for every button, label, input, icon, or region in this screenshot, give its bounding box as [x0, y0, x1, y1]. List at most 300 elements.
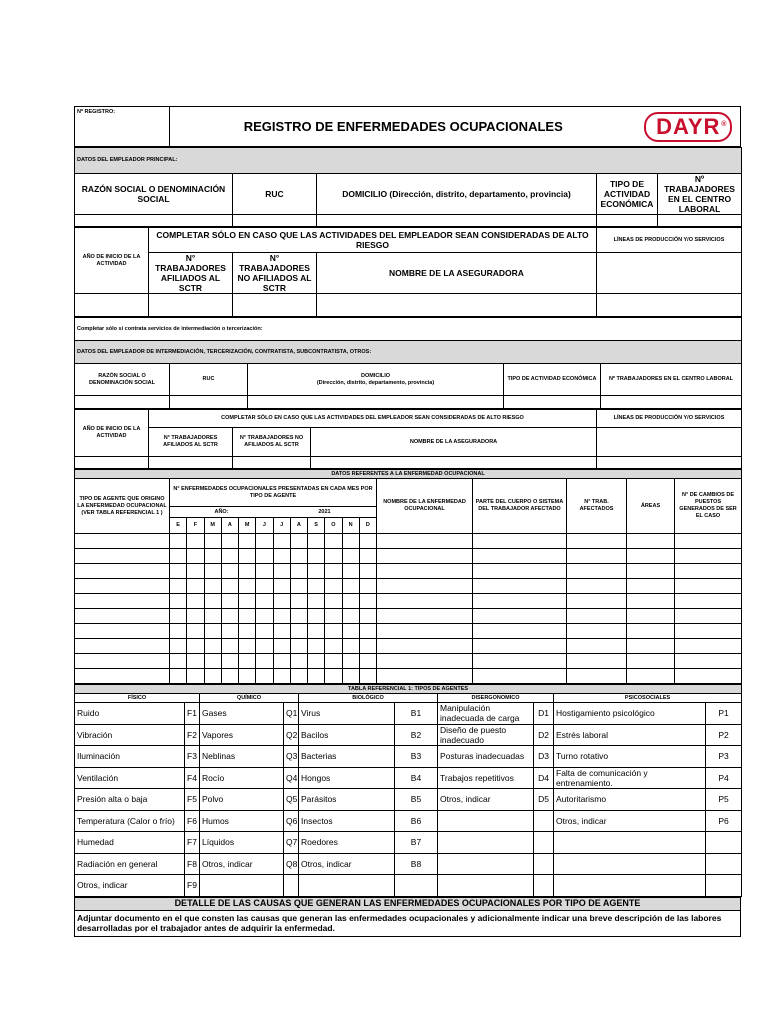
enf-cell[interactable]	[567, 579, 627, 594]
ruc-header: RUC	[233, 174, 317, 215]
enf-cell[interactable]	[221, 564, 238, 579]
enf-cell[interactable]	[567, 534, 627, 549]
enf-cell[interactable]	[359, 639, 376, 654]
ref-code: Q6	[284, 810, 299, 832]
enf-row	[75, 669, 742, 684]
enf-cell[interactable]	[342, 594, 359, 609]
enf-cell[interactable]	[75, 639, 170, 654]
enf-cell[interactable]	[204, 639, 221, 654]
enf-cell[interactable]	[359, 594, 376, 609]
lineas-value-2[interactable]	[597, 294, 742, 317]
ref-header-4: PSICOSOCIALES	[554, 694, 742, 703]
enf-cell[interactable]	[377, 564, 473, 579]
int-razon-social-value[interactable]	[75, 396, 170, 409]
enf-cell[interactable]	[342, 669, 359, 684]
enf-cell[interactable]	[204, 534, 221, 549]
int-trabajadores-value[interactable]	[601, 396, 742, 409]
int-aseguradora-value[interactable]	[311, 457, 597, 469]
ref-code: B4	[395, 767, 438, 789]
ref-agent: Bacilos	[299, 724, 395, 746]
ref-row	[75, 810, 742, 832]
enf-cell[interactable]	[187, 564, 204, 579]
enf-cell[interactable]	[273, 609, 290, 624]
enf-cell[interactable]	[256, 609, 273, 624]
enf-row	[75, 534, 742, 549]
dayr-logo	[637, 107, 741, 147]
enf-cell[interactable]	[675, 639, 742, 654]
ref-agent: Ruido	[75, 703, 185, 725]
enf-cell[interactable]	[256, 549, 273, 564]
enf-cell[interactable]	[567, 609, 627, 624]
ref-code	[706, 832, 742, 854]
enf-cell[interactable]	[627, 594, 675, 609]
enf-cell[interactable]	[273, 624, 290, 639]
int-no-afiliados-header: N° TRABAJADORES NO AFILIADOS AL SCTR	[233, 428, 311, 457]
enf-cell[interactable]	[239, 669, 256, 684]
enf-cell[interactable]	[170, 534, 187, 549]
enf-cell[interactable]	[204, 654, 221, 669]
ref-code: D1	[534, 703, 554, 725]
enf-cell[interactable]	[359, 609, 376, 624]
enf-cell[interactable]	[627, 639, 675, 654]
enf-cell[interactable]	[256, 624, 273, 639]
detalle-table	[74, 897, 741, 937]
enf-cell[interactable]	[204, 564, 221, 579]
trab-afectados-header: N° TRAB. AFECTADOS	[567, 479, 627, 534]
enf-cell[interactable]	[342, 639, 359, 654]
ref-agent: Posturas inadecuadas	[438, 746, 534, 768]
enf-cell[interactable]	[567, 639, 627, 654]
enf-cell[interactable]	[325, 609, 342, 624]
enf-cell[interactable]	[627, 654, 675, 669]
ref-agent: Insectos	[299, 810, 395, 832]
enf-cell[interactable]	[204, 669, 221, 684]
int-domicilio-header	[248, 364, 504, 396]
enf-cell[interactable]	[187, 594, 204, 609]
enf-cell[interactable]	[675, 579, 742, 594]
enf-cell[interactable]	[290, 564, 307, 579]
afiliados-value[interactable]	[149, 294, 233, 317]
enf-cell[interactable]	[308, 654, 325, 669]
enf-cell[interactable]	[256, 669, 273, 684]
enf-cell[interactable]	[473, 624, 567, 639]
enf-cell[interactable]	[325, 549, 342, 564]
month-0: E	[170, 518, 187, 534]
enf-cell[interactable]	[377, 669, 473, 684]
int-completar-header: COMPLETAR SÓLO EN CASO QUE LAS ACTIVIDADES DEL EMPLEADOR SEAN CONSIDERADAS DE ALTO RIESGO	[149, 410, 597, 428]
enf-cell[interactable]	[290, 534, 307, 549]
ref-code: P2	[706, 724, 742, 746]
enf-cell[interactable]	[170, 639, 187, 654]
enf-cell[interactable]	[290, 624, 307, 639]
enf-cell[interactable]	[473, 669, 567, 684]
num-enf-header: N° ENFERMEDADES OCUPACIONALES PRESENTADAS EN CADA MES POR TIPO DE AGENTE	[170, 479, 377, 507]
enf-cell[interactable]	[473, 654, 567, 669]
enf-cell[interactable]	[75, 669, 170, 684]
int-lineas-value[interactable]	[597, 428, 742, 457]
int-ruc-value[interactable]	[170, 396, 248, 409]
enf-cell[interactable]	[325, 669, 342, 684]
enf-cell[interactable]	[256, 654, 273, 669]
enf-cell[interactable]	[377, 624, 473, 639]
enf-cell[interactable]	[473, 534, 567, 549]
enf-cell[interactable]	[75, 624, 170, 639]
int-afiliados-header: N° TRABAJADORES AFILIADOS AL SCTR	[149, 428, 233, 457]
int-ano-inicio-header: AÑO DE INICIO DE LA ACTIVIDAD	[75, 410, 149, 457]
enf-cell[interactable]	[221, 639, 238, 654]
ref-header-0: FÍSICO	[75, 694, 200, 703]
enf-cell[interactable]	[290, 669, 307, 684]
ref-agent: Turno rotativo	[554, 746, 706, 768]
enf-cell[interactable]	[239, 594, 256, 609]
enf-cell[interactable]	[377, 609, 473, 624]
enf-cell[interactable]	[273, 594, 290, 609]
ref-agent: Bacterias	[299, 746, 395, 768]
ref-code: F8	[185, 853, 200, 875]
enf-cell[interactable]	[377, 654, 473, 669]
ref-row	[75, 832, 742, 854]
enf-cell[interactable]	[359, 534, 376, 549]
lineas-value[interactable]	[597, 253, 742, 294]
enf-cell[interactable]	[308, 564, 325, 579]
enf-cell[interactable]	[675, 594, 742, 609]
enf-cell[interactable]	[170, 594, 187, 609]
enf-cell[interactable]	[204, 594, 221, 609]
enf-cell[interactable]	[204, 609, 221, 624]
enf-cell[interactable]	[473, 564, 567, 579]
enf-cell[interactable]	[342, 564, 359, 579]
enf-cell[interactable]	[627, 534, 675, 549]
enf-cell[interactable]	[567, 654, 627, 669]
enf-cell[interactable]	[308, 594, 325, 609]
int-lineas-value-2[interactable]	[597, 457, 742, 469]
enf-cell[interactable]	[325, 534, 342, 549]
enf-cell[interactable]	[359, 564, 376, 579]
enf-cell[interactable]	[342, 654, 359, 669]
ref-code: F2	[185, 724, 200, 746]
enf-cell[interactable]	[627, 564, 675, 579]
enfermedad-table	[74, 469, 742, 684]
enf-cell[interactable]	[170, 624, 187, 639]
enf-cell[interactable]	[239, 624, 256, 639]
ref-header-1: QUÍMICO	[200, 694, 299, 703]
enf-cell[interactable]	[170, 564, 187, 579]
enf-cell[interactable]	[290, 594, 307, 609]
enf-cell[interactable]	[567, 669, 627, 684]
enf-cell[interactable]	[627, 669, 675, 684]
enf-cell[interactable]	[187, 624, 204, 639]
enf-cell[interactable]	[473, 549, 567, 564]
enf-cell[interactable]	[256, 534, 273, 549]
enf-cell[interactable]	[256, 579, 273, 594]
enf-cell[interactable]	[75, 534, 170, 549]
enf-cell[interactable]	[308, 624, 325, 639]
enf-cell[interactable]	[290, 609, 307, 624]
ano-inicio-value[interactable]	[75, 294, 149, 317]
no-afiliados-value[interactable]	[233, 294, 317, 317]
enf-cell[interactable]	[627, 579, 675, 594]
ref-agent: Polvo	[200, 789, 284, 811]
enf-cell[interactable]	[567, 624, 627, 639]
employer-principal-table	[74, 147, 742, 227]
ref-code	[534, 832, 554, 854]
tipo-actividad-value[interactable]	[597, 215, 658, 227]
enf-cell[interactable]	[377, 594, 473, 609]
enf-cell[interactable]	[187, 639, 204, 654]
enf-cell[interactable]	[187, 654, 204, 669]
ref-row	[75, 767, 742, 789]
ref-code: Q8	[284, 853, 299, 875]
enf-cell[interactable]	[567, 549, 627, 564]
ref-row	[75, 724, 742, 746]
enf-cell[interactable]	[377, 534, 473, 549]
enf-cell[interactable]	[359, 549, 376, 564]
detalle-title: DETALLE DE LAS CAUSAS QUE GENERAN LAS ENFERMEDADES OCUPACIONALES POR TIPO DE AGENTE	[75, 897, 741, 910]
enf-cell[interactable]	[221, 549, 238, 564]
ref-agent: Parásitos	[299, 789, 395, 811]
enf-cell[interactable]	[308, 669, 325, 684]
ref-row	[75, 853, 742, 875]
enf-cell[interactable]	[325, 624, 342, 639]
header-table	[74, 106, 741, 147]
ref-agent: Trabajos repetitivos	[438, 767, 534, 789]
enf-cell[interactable]	[308, 549, 325, 564]
aseguradora-value[interactable]	[317, 294, 597, 317]
ref-agent	[299, 875, 395, 897]
enf-cell[interactable]	[75, 549, 170, 564]
enf-cell[interactable]	[256, 639, 273, 654]
enf-cell[interactable]	[187, 534, 204, 549]
enf-cell[interactable]	[75, 594, 170, 609]
int-afiliados-value[interactable]	[149, 457, 233, 469]
ano-label: AÑO:	[170, 507, 274, 518]
enf-cell[interactable]	[325, 654, 342, 669]
enf-cell[interactable]	[187, 669, 204, 684]
ref-code: P3	[706, 746, 742, 768]
enf-cell[interactable]	[239, 579, 256, 594]
logo-registered: ®	[721, 120, 728, 128]
enf-cell[interactable]	[377, 639, 473, 654]
enf-cell[interactable]	[273, 579, 290, 594]
int-domicilio-value[interactable]	[248, 396, 504, 409]
ref-agent: Otros, indicar	[200, 853, 284, 875]
enf-cell[interactable]	[221, 594, 238, 609]
enf-cell[interactable]	[627, 549, 675, 564]
ref-row	[75, 789, 742, 811]
enf-cell[interactable]	[308, 579, 325, 594]
month-10: N	[342, 518, 359, 534]
int-tipo-actividad-header: TIPO DE ACTIVIDAD ECONÓMICA	[504, 364, 601, 396]
ref-code: B5	[395, 789, 438, 811]
enf-cell[interactable]	[359, 669, 376, 684]
ref-code: F5	[185, 789, 200, 811]
enf-cell[interactable]	[273, 654, 290, 669]
enf-cell[interactable]	[342, 534, 359, 549]
ref-code: F3	[185, 746, 200, 768]
enf-cell[interactable]	[377, 549, 473, 564]
page-title: REGISTRO DE ENFERMEDADES OCUPACIONALES	[170, 107, 637, 147]
enf-cell[interactable]	[239, 654, 256, 669]
enf-cell[interactable]	[473, 609, 567, 624]
enf-cell[interactable]	[170, 654, 187, 669]
enf-cell[interactable]	[290, 654, 307, 669]
ref-agent: Roedores	[299, 832, 395, 854]
ruc-value[interactable]	[233, 215, 317, 227]
enf-cell[interactable]	[187, 579, 204, 594]
enf-cell[interactable]	[239, 549, 256, 564]
enf-cell[interactable]	[359, 579, 376, 594]
enf-cell[interactable]	[377, 579, 473, 594]
enf-cell[interactable]	[273, 669, 290, 684]
trabajadores-value[interactable]	[658, 215, 742, 227]
enf-cell[interactable]	[325, 639, 342, 654]
enf-cell[interactable]	[359, 654, 376, 669]
enf-cell[interactable]	[204, 624, 221, 639]
tabla-ref-title: TABLA REFERENCIAL 1: TIPOS DE AGENTES	[75, 685, 742, 694]
enf-cell[interactable]	[221, 609, 238, 624]
ref-agent	[554, 875, 706, 897]
enf-row	[75, 594, 742, 609]
afiliados-header: N° TRABAJADORES AFILIADOS AL SCTR	[149, 253, 233, 294]
enf-cell[interactable]	[221, 624, 238, 639]
ref-code: Q2	[284, 724, 299, 746]
enf-cell[interactable]	[221, 579, 238, 594]
enf-cell[interactable]	[675, 564, 742, 579]
enf-cell[interactable]	[290, 639, 307, 654]
ref-code	[534, 810, 554, 832]
int-lineas-header: LÍNEAS DE PRODUCCIÓN Y/O SERVICIOS	[597, 410, 742, 428]
enf-cell[interactable]	[290, 549, 307, 564]
ref-code: Q7	[284, 832, 299, 854]
enf-cell[interactable]	[170, 549, 187, 564]
ref-code: F1	[185, 703, 200, 725]
enf-cell[interactable]	[627, 609, 675, 624]
enf-cell[interactable]	[290, 579, 307, 594]
month-4: M	[239, 518, 256, 534]
ref-agent	[438, 853, 534, 875]
enf-cell[interactable]	[75, 564, 170, 579]
ref-row	[75, 746, 742, 768]
enf-cell[interactable]	[308, 639, 325, 654]
ref-agent: Otros, indicar	[554, 810, 706, 832]
ref-code: D5	[534, 789, 554, 811]
parte-cuerpo-header: PARTE DEL CUERPO O SISTEMA DEL TRABAJADOR AFECTADO	[473, 479, 567, 534]
razon-social-header: RAZÓN SOCIAL O DENOMINACIÓN SOCIAL	[75, 174, 233, 215]
enf-cell[interactable]	[221, 534, 238, 549]
enf-cell[interactable]	[359, 624, 376, 639]
enf-cell[interactable]	[170, 669, 187, 684]
enf-cell[interactable]	[75, 579, 170, 594]
enf-cell[interactable]	[221, 669, 238, 684]
ref-agent: Rocío	[200, 767, 284, 789]
ref-agent: Virus	[299, 703, 395, 725]
ref-agent: Gases	[200, 703, 284, 725]
enf-cell[interactable]	[675, 669, 742, 684]
enf-cell[interactable]	[342, 549, 359, 564]
enf-cell[interactable]	[473, 594, 567, 609]
enf-cell[interactable]	[342, 624, 359, 639]
domicilio-header: DOMICILIO (Dirección, distrito, departamento, provincia)	[317, 174, 597, 215]
enf-cell[interactable]	[473, 579, 567, 594]
int-tipo-actividad-value[interactable]	[504, 396, 601, 409]
int-ano-inicio-value[interactable]	[75, 457, 149, 469]
enf-cell[interactable]	[273, 639, 290, 654]
ref-code: P4	[706, 767, 742, 789]
enf-cell[interactable]	[273, 549, 290, 564]
int-no-afiliados-value[interactable]	[233, 457, 311, 469]
ref-code	[706, 875, 742, 897]
enf-cell[interactable]	[325, 594, 342, 609]
enf-cell[interactable]	[204, 579, 221, 594]
enf-cell[interactable]	[675, 654, 742, 669]
domicilio-value[interactable]	[317, 215, 597, 227]
enf-row	[75, 609, 742, 624]
section-employer-principal: DATOS DEL EMPLEADOR PRINCIPAL:	[75, 148, 742, 174]
int-razon-social-header: RAZÓN SOCIAL O DENOMINACIÓN SOCIAL	[75, 364, 170, 396]
enf-cell[interactable]	[256, 594, 273, 609]
ref-agent: Iluminación	[75, 746, 185, 768]
enf-cell[interactable]	[675, 534, 742, 549]
enf-cell[interactable]	[342, 609, 359, 624]
enf-cell[interactable]	[675, 609, 742, 624]
ref-header-2: BIOLÓGICO	[299, 694, 438, 703]
enf-cell[interactable]	[239, 534, 256, 549]
enf-cell[interactable]	[567, 594, 627, 609]
enf-cell[interactable]	[308, 609, 325, 624]
ref-code: D3	[534, 746, 554, 768]
enf-cell[interactable]	[170, 609, 187, 624]
enf-cell[interactable]	[239, 639, 256, 654]
enf-cell[interactable]	[325, 564, 342, 579]
enf-cell[interactable]	[567, 564, 627, 579]
ref-code: B6	[395, 810, 438, 832]
enf-cell[interactable]	[627, 624, 675, 639]
ref-agent	[438, 832, 534, 854]
enf-cell[interactable]	[273, 564, 290, 579]
enf-cell[interactable]	[75, 654, 170, 669]
enf-cell[interactable]	[170, 579, 187, 594]
enf-cell[interactable]	[473, 639, 567, 654]
ref-agent: Otros, indicar	[299, 853, 395, 875]
enf-cell[interactable]	[221, 654, 238, 669]
ref-code: D4	[534, 767, 554, 789]
int-domicilio-title: DOMICILIO	[360, 372, 391, 379]
enf-cell[interactable]	[239, 564, 256, 579]
razon-social-value[interactable]	[75, 215, 233, 227]
enf-cell[interactable]	[342, 579, 359, 594]
ref-code	[284, 875, 299, 897]
ref-code: B3	[395, 746, 438, 768]
enf-cell[interactable]	[187, 609, 204, 624]
ref-agent: Humos	[200, 810, 284, 832]
enf-cell[interactable]	[273, 534, 290, 549]
ref-code: B7	[395, 832, 438, 854]
enf-cell[interactable]	[308, 534, 325, 549]
ref-agent: Neblinas	[200, 746, 284, 768]
ref-agent	[554, 853, 706, 875]
enf-cell[interactable]	[187, 549, 204, 564]
ref-agent: Temperatura (Calor o frío)	[75, 810, 185, 832]
enf-cell[interactable]	[675, 624, 742, 639]
enf-cell[interactable]	[675, 549, 742, 564]
month-8: S	[308, 518, 325, 534]
enf-cell[interactable]	[204, 549, 221, 564]
enf-cell[interactable]	[325, 579, 342, 594]
ref-code	[534, 875, 554, 897]
enf-cell[interactable]	[256, 564, 273, 579]
enf-cell[interactable]	[75, 609, 170, 624]
enf-cell[interactable]	[239, 609, 256, 624]
